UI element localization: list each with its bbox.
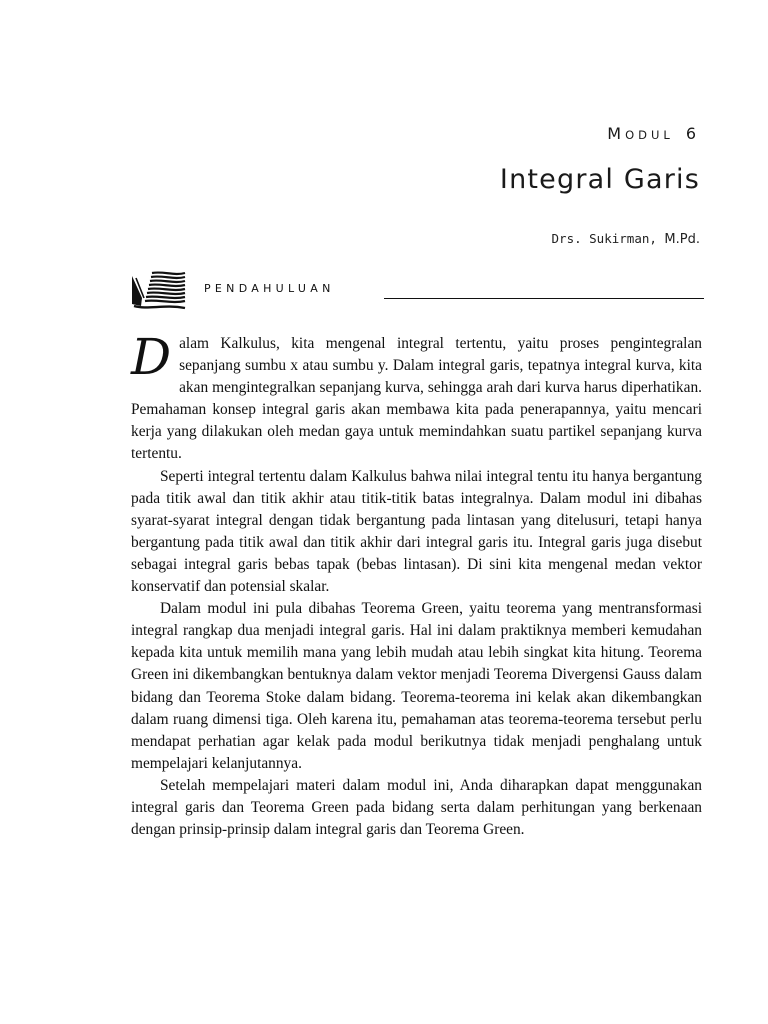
section-rule	[384, 298, 704, 299]
module-label	[607, 124, 700, 143]
section-header	[130, 270, 704, 314]
paragraph-1	[131, 328, 702, 466]
module-number: 6	[685, 124, 700, 143]
author-line	[552, 231, 700, 247]
author-name: Drs. Sukirman,	[551, 231, 665, 246]
body-text	[131, 328, 702, 841]
paragraph-1-text: alam Kalkulus, kita mengenal integral tertentu, yaitu proses pengintegralan sepanjang sumbu x atau sumbu y. Dalam integral garis, tepatnya integral kurva, kita akan mengintegralkan sepanjang kurva, sehingga arah dari kurva harus diperhatikan. Pemahaman konsep integral garis akan membawa kita pada penerapannya, yaitu mencari kerja yang dilakukan oleh medan gaya untuk memindahkan suatu partikel sepanjang kurva tertentu.	[131, 335, 702, 463]
module-label-rest: ODUL	[625, 128, 674, 142]
paragraph-3: Dalam modul ini pula dibahas Teorema Green, yaitu teorema yang mentransformasi integral rangkap dua menjadi integral garis. Hal ini dalam praktiknya memberi kemudahan kepada kita untuk memilih mana yang lebih mudah atau lebih singkat kita hitung. Teorema Green ini dikembangkan bentuknya dalam vektor menjadi Teorema Divergensi Gauss dalam bidang dan Teorema Stoke dalam bidang. Teorema-teorema ini kelak akan dikembangkan dalam ruang dimensi tiga. Oleh karena itu, pemahaman atas teorema-teorema tersebut perlu mendapat perhatian agar kelak pada modul berikutnya tidak menjadi penghalang untuk mempelajari kelanjutannya.	[131, 600, 702, 772]
page-title: Integral Garis	[499, 164, 700, 195]
drop-cap: D	[131, 328, 172, 386]
page-flip-icon	[130, 270, 186, 310]
paragraph-4: Setelah mempelajari materi dalam modul ini, Anda diharapkan dapat menggunakan integral garis dan Teorema Green pada bidang serta dalam perhitungan yang berkenaan dengan prinsip-prinsip dalam integral garis dan Teorema Green.	[131, 776, 702, 839]
module-label-initial: M	[607, 124, 626, 143]
paragraph-2: Seperti integral tertentu dalam Kalkulus bahwa nilai integral tentu itu hanya bergantung pada titik awal dan titik akhir atau titik-titik batas integralnya. Dalam modul ini dibahas syarat-syarat integral dengan tidak bergantung pada lintasan yang ditelusuri, tetapi hanya bergantung pada titik awal dan titik akhir dari integral garis itu. Integral garis juga disebut sebagai integral garis bebas tapak (bebas lintasan). Di sini kita mengenal medan vektor konservatif dan potensial skalar.	[131, 467, 702, 596]
section-title: PENDAHULUAN	[204, 282, 335, 295]
author-degree: M.Pd.	[664, 232, 700, 247]
